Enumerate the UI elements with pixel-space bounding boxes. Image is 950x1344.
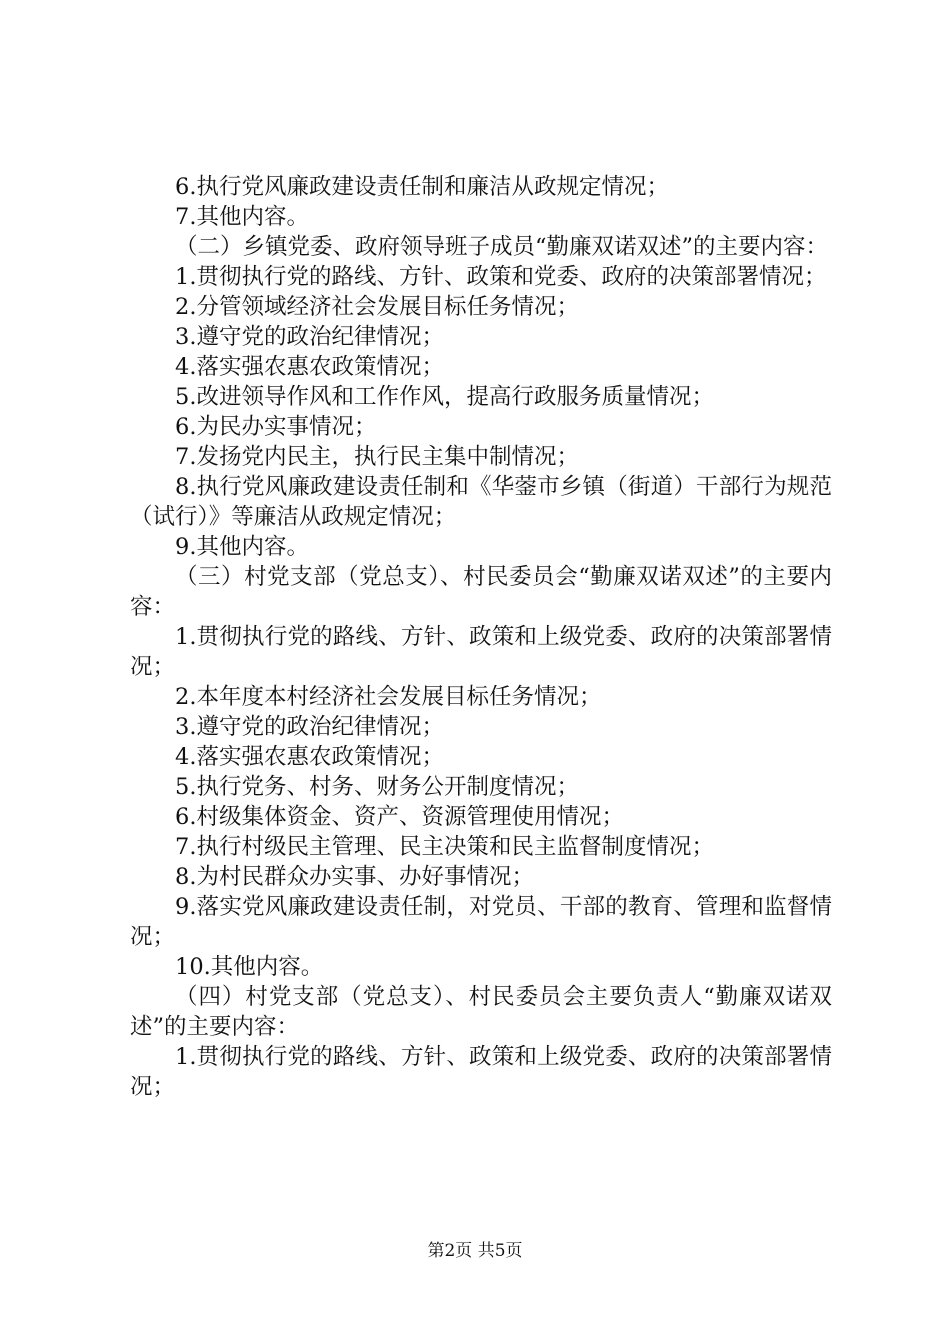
paragraph-s2-item-1: 1.贯彻执行党的路线、方针、政策和党委、政府的决策部署情况；: [175, 264, 827, 290]
paragraph-s2-item-2: 2.分管领域经济社会发展目标任务情况；: [175, 294, 579, 320]
paragraph-s3-item-2: 2.本年度本村经济社会发展目标任务情况；: [175, 684, 602, 710]
paragraph-s3-item-10: 10.其他内容。: [175, 954, 324, 980]
paragraph-s4-item-1: 1.贯彻执行党的路线、方针、政策和上级党委、政府的决策部署情况；: [130, 1044, 832, 1100]
paragraph-s3-item-8: 8.为村民群众办实事、办好事情况；: [175, 864, 534, 890]
section-heading-2: （二）乡镇党委、政府领导班子成员“勤廉双诺双述”的主要内容：: [175, 234, 829, 260]
page-footer: [0, 1241, 950, 1261]
paragraph-s3-item-9: 9.落实党风廉政建设责任制，对党员、干部的教育、管理和监督情况；: [130, 894, 832, 950]
paragraph-s2-item-6: 6.为民办实事情况；: [175, 414, 377, 440]
paragraph-s2-item-9: 9.其他内容。: [175, 534, 309, 560]
paragraph-s2-item-8: 8.执行党风廉政建设责任制和《华蓥市乡镇（街道）干部行为规范（试行）》等廉洁从政规定情况；: [130, 474, 832, 530]
paragraph-s2-item-4: 4.落实强农惠农政策情况；: [175, 354, 444, 380]
paragraph-s3-item-6: 6.村级集体资金、资产、资源管理使用情况；: [175, 804, 624, 830]
section-heading-3: （三）村党支部（党总支）、村民委员会“勤廉双诺双述”的主要内容：: [130, 564, 832, 620]
paragraph-item-6-duty: 6.执行党风廉政建设责任制和廉洁从政规定情况；: [175, 174, 669, 200]
paragraph-s2-item-7: 7.发扬党内民主，执行民主集中制情况；: [175, 444, 579, 470]
paragraph-s3-item-4: 4.落实强农惠农政策情况；: [175, 744, 444, 770]
paragraph-item-7-other: 7.其他内容。: [175, 204, 309, 230]
document-body: [130, 172, 832, 1102]
paragraph-s3-item-3: 3.遵守党的政治纪律情况；: [175, 714, 444, 740]
paragraph-s2-item-5: 5.改进领导作风和工作作风，提高行政服务质量情况；: [175, 384, 714, 410]
paragraph-s2-item-3: 3.遵守党的政治纪律情况；: [175, 324, 444, 350]
section-heading-4: （四）村党支部（党总支）、村民委员会主要负责人“勤廉双诺双述”的主要内容：: [130, 984, 832, 1040]
paragraph-s3-item-7: 7.执行村级民主管理、民主决策和民主监督制度情况；: [175, 834, 714, 860]
paragraph-s3-item-5: 5.执行党务、村务、财务公开制度情况；: [175, 774, 579, 800]
paragraph-s3-item-1: 1.贯彻执行党的路线、方针、政策和上级党委、政府的决策部署情况；: [130, 624, 832, 680]
page-number: 第2页 共5页: [427, 1241, 523, 1261]
